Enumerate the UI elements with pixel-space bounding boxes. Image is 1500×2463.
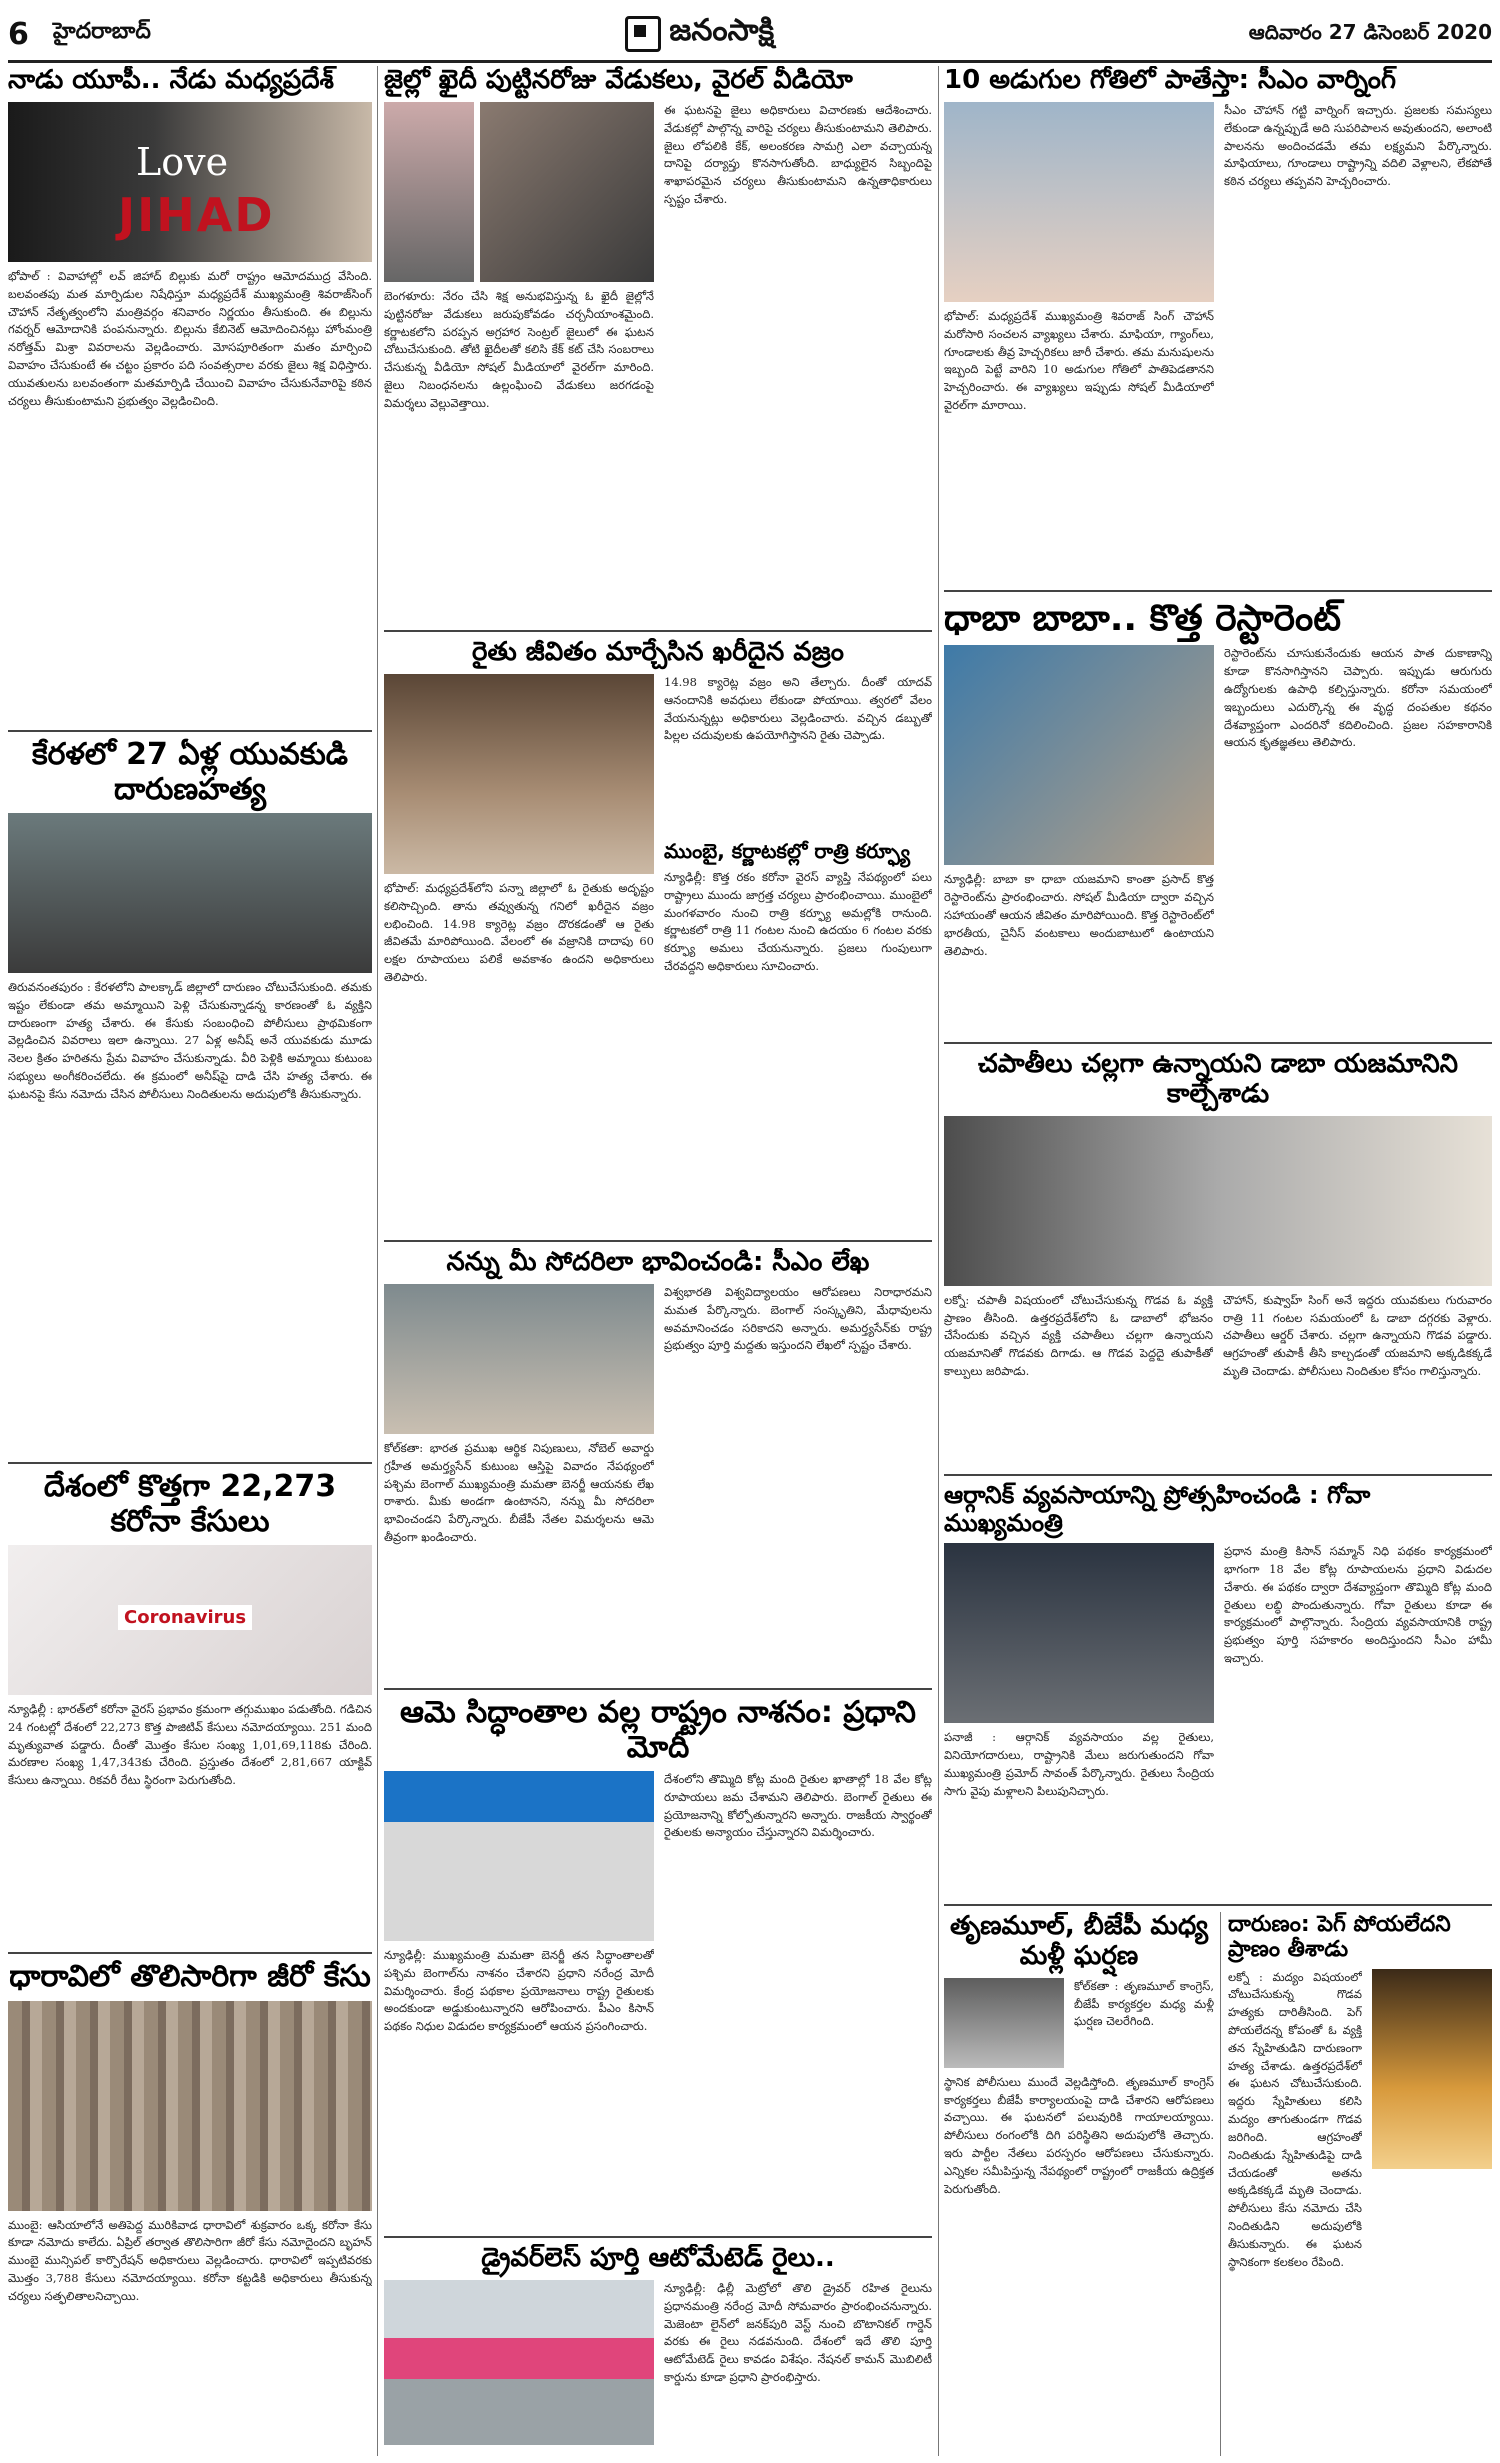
farmer-right-block — [664, 674, 932, 1210]
mamata-left-block — [384, 1284, 654, 1664]
divider — [384, 1688, 932, 1690]
modi-photo — [384, 1771, 654, 1941]
sub-headline: ముంబై, కర్ణాటకల్లో రాత్రి కర్ఫ్యూ — [664, 838, 911, 863]
mamata-photo — [384, 1284, 654, 1434]
masthead-left — [8, 17, 151, 52]
two-column-block — [384, 102, 932, 594]
dateline: ఆదివారం 27 డిసెంబర్ 2020 — [1248, 19, 1492, 44]
prisoner-photo — [384, 102, 474, 282]
story-mamata-letter — [384, 1248, 932, 1684]
headline: దేశంలో కొత్తగా 22,273 కరోనా కేసులు — [43, 1470, 337, 1539]
clash-photo — [944, 1978, 1064, 2068]
corona-test-photo — [8, 1545, 372, 1695]
divider — [384, 630, 932, 632]
jail-left-block — [384, 102, 654, 594]
article-body-continued: ప్రధాన మంత్రి కిసాన్ సమ్మాన్ నిధి పథకం కార్యక్రమంలో భాగంగా 18 వేల కోట్ల రూపాయలను ప్రధాని విడుదల చేశారు. ఈ పథకం ద్వారా దేశవ్యాప్తంగా తొమ్మిది కోట్ల మంది రైతులు లబ్ధి పొందుతున్నారు. గోవా రైతులు కూడా ఈ కార్యక్రమంలో పాల్గొన్నారు. సేంద్రియ వ్యవసాయానికి రాష్ట్ర ప్రభుత్వం పూర్తి సహకారం అందిస్తుందని సీఎం హామీ ఇచ్చారు. — [1224, 1544, 1492, 1666]
story-chapati — [944, 1050, 1492, 1470]
photo-text-love: Love — [136, 139, 229, 184]
photo-text-coronavirus: Coronavirus — [118, 1605, 252, 1630]
baba-couple-photo — [944, 645, 1214, 865]
headline: తృణమూల్, బీజేపీ మధ్య మళ్లీ ఘర్షణ — [950, 1912, 1208, 1971]
story-kerala — [8, 738, 372, 1458]
chouhan-photo — [944, 102, 1214, 302]
article-body-continued: స్థానిక పోలీసులు ముందే వెల్లడిస్తోంది. తృణమూల్ కాంగ్రెస్ కార్యకర్తలు బీజేపీ కార్యాలయంపై దాడి చేశారని ఆరోపణలు వచ్చాయి. ఈ ఘటనలో పలువురికి గాయాలయ్యాయి. పోలీసులు రంగంలోకి దిగి పరిస్థితిని అదుపులోకి తెచ్చారు. ఇరు పార్టీల నేతలు పరస్పరం ఆరోపణలు చేసుకున్నారు. ఎన్నికల సమీపిస్తున్న నేపథ్యంలో రాష్ట్రంలో రాజకీయ ఉద్రిక్తత పెరుగుతోంది. — [944, 2074, 1214, 2196]
story-jail-birthday — [384, 66, 932, 626]
story-love-jihad — [8, 66, 372, 726]
kerala-victim-photo — [8, 813, 372, 973]
headline: కేరళలో 27 ఏళ్ల యువకుడి దారుణహత్య — [32, 738, 348, 807]
article-body-continued: చౌహాన్, కుష్వాహ్ సింగ్ అనే ఇద్దరు యువకులు గురువారం రాత్రి 11 గంటల సమయంలో ఓ డాబా దగ్గరకు వెళ్లారు. చపాతీలు ఆర్డర్ చేశారు. చల్లగా ఉన్నాయని గొడవ పడ్డారు. ఆగ్రహంతో తుపాకీ తీసి కాల్చడంతో యజమాని అక్కడికక్కడే మృతి చెందాడు. పోలీసులు నిందితుల కోసం గాలిస్తున్నారు. — [1223, 1292, 1492, 1379]
metro-train-photo — [384, 2280, 654, 2445]
divider — [944, 590, 1492, 592]
column-divider — [377, 66, 378, 2456]
story-peg — [1228, 1912, 1492, 2456]
headline: ధాబా బాబా.. కొత్త రెస్టారెంట్ — [944, 598, 1342, 639]
article-body-continued: సీఎం చౌహాన్ గట్టి వార్నింగ్ ఇచ్చారు. ప్రజలకు సమస్యలు లేకుండా ఉన్నప్పుడే అది సుపరిపాలన అవుతుందని, అలాంటి పాలనను అందించడమే తమ లక్ష్యమని పేర్కొన్నారు. మాఫియాలు, గూండాలు రాష్ట్రాన్ని వదిలి వెళ్లాలని, లేకపోతే కఠిన చర్యలు తప్పవని హెచ్చరించారు. — [1224, 102, 1492, 189]
two-column-block — [944, 1543, 1492, 1889]
two-column-block — [944, 1292, 1492, 1442]
farmer-photo — [384, 674, 654, 874]
story-dhaba-baba — [944, 598, 1492, 1038]
article-body: భోపాల్: మధ్యప్రదేశ్‌లోని పన్నా జిల్లాలో ఓ రైతుకు అదృష్టం కలిసొచ్చింది. తాను తవ్వుతున్న గనిలో ఖరీదైన వజ్రం లభించింది. 14.98 క్యారెట్ల వజ్రం దొరకడంతో ఆ రైతు జీవితమే మారిపోయింది. వేలంలో ఈ వజ్రానికి దాదాపు 60 లక్షల రూపాయలు పలికే అవకాశం ఉందని అధికారులు తెలిపారు. — [384, 880, 654, 984]
column-divider — [1220, 1912, 1221, 2456]
headline: నాడు యూపీ.. నేడు మధ్యప్రదేశ్ — [8, 66, 334, 95]
story-corona — [8, 1470, 372, 1948]
divider — [8, 1462, 372, 1464]
masthead — [8, 8, 1492, 63]
story-cm-warning — [944, 66, 1492, 586]
two-column-block — [1228, 1969, 1492, 2409]
column-3 — [944, 66, 1492, 2456]
cm-left-block — [944, 102, 1214, 562]
article-body-continued: దేశంలోని తొమ్మిది కోట్ల మంది రైతుల ఖాతాల్లో 18 వేల కోట్ల రూపాయలు జమ చేశామని తెలిపారు. బెంగాల్ రైతులు ఈ ప్రయోజనాన్ని కోల్పోతున్నారని అన్నారు. రాజకీయ స్వార్థంతో రైతులకు అన్యాయం చేస్తున్నారని విమర్శించారు. — [664, 1772, 932, 1840]
dhaba-left-block — [944, 645, 1214, 1025]
headline: రైతు జీవితం మార్చేసిన ఖరీదైన వజ్రం — [472, 638, 844, 667]
divider — [384, 2236, 932, 2238]
divider — [8, 1952, 372, 1954]
goa-street-photo — [944, 1543, 1214, 1723]
article-body: న్యూఢిల్లీ: బాబా కా ధాబా యజమాని కాంతా ప్రసాద్ కొత్త రెస్టారెంట్‌ను ప్రారంభించారు. సోషల్ మీడియా ద్వారా వచ్చిన సహాయంతో ఆయన జీవితం మారిపోయింది. కొత్త రెస్టారెంట్‌లో భారతీయ, చైనీస్ వంటకాలు అందుబాటులో ఉంటాయని తెలిపారు. — [944, 872, 1214, 958]
article-body-continued: 14.98 క్యారెట్ల వజ్రం అని తేల్చారు. దీంతో యాదవ్ ఆనందానికి అవధులు లేకుండా పోయాయి. త్వరలో వేలం వేయనున్నట్లు అధికారులు వెల్లడించారు. వచ్చిన డబ్బుతో పిల్లల చదువులకు ఉపయోగిస్తానని రైతు చెప్పాడు. — [664, 674, 932, 743]
article-body: ముంబై: ఆసియాలోనే అతిపెద్ద మురికివాడ ధారావిలో శుక్రవారం ఒక్క కరోనా కేసు కూడా నమోదు కాలేదు. ఏప్రిల్ తర్వాత తొలిసారిగా జీరో కేసు నమోదైందని బృహన్ ముంబై మున్సిపల్ కార్పొరేషన్ అధికారులు వెల్లడించారు. ధారావిలో ఇప్పటివరకు మొత్తం 3,788 కేసులు నమోదయ్యాయి. కరోనా కట్టడికి అధికారులు తీసుకున్న చర్యలు సత్ఫలితాలనిచ్చాయి. — [8, 2217, 372, 2303]
headline: చపాతీలు చల్లగా ఉన్నాయని డాబా యజమానిని కాల్చేశాడు — [977, 1050, 1459, 1109]
article-body: పనాజీ : ఆర్గానిక్ వ్యవసాయం వల్ల రైతులు, వినియోగదారులు, రాష్ట్రానికి మేలు జరుగుతుందని గోవా ముఖ్యమంత్రి ప్రమోద్ సావంత్ పేర్కొన్నారు. రైతులు సేంద్రియ సాగు వైపు మళ్లాలని పిలుపునిచ్చారు. — [944, 1730, 1214, 1798]
article-body-continued: రెస్టారెంట్‌ను చూసుకునేందుకు ఆయన పాత దుకాణాన్ని కూడా కొనసాగిస్తానని చెప్పారు. ఇప్పుడు ఆరుగురు ఉద్యోగులకు ఉపాధి కల్పిస్తున్నారు. కరోనా సమయంలో ఇబ్బందులు ఎదుర్కొన్న ఈ వృద్ధ దంపతుల కథనం దేశవ్యాప్తంగా ఎందరినో కదిలించింది. ప్రజల సహకారానికి ఆయన కృతజ్ఞతలు తెలిపారు. — [1224, 646, 1492, 750]
article-body: న్యూఢిల్లీ : భారత్‌లో కరోనా వైరస్ ప్రభావం క్రమంగా తగ్గుముఖం పడుతోంది. గడిచిన 24 గంటల్లో దేశంలో 22,273 కొత్త పాజిటివ్ కేసులు నమోదయ్యాయి. 251 మంది మృత్యువాత పడ్డారు. దీంతో మొత్తం కేసుల సంఖ్య 1,01,69,118కు చేరింది. మరణాల సంఖ్య 1,47,343కు చేరింది. ప్రస్తుతం దేశంలో 2,81,667 యాక్టివ్ కేసులు ఉన్నాయి. రికవరీ రేటు స్థిరంగా పెరుగుతోంది. — [8, 1702, 372, 1788]
article-body: కోల్‌కతా : తృణమూల్ కాంగ్రెస్, బీజేపీ కార్యకర్తల మధ్య మళ్లీ ఘర్షణ చెలరేగింది. — [1074, 1978, 1214, 2029]
headline: ఆమె సిద్ధాంతాల వల్ల రాష్ట్రం నాశనం: ప్రధాని మోదీ — [400, 1696, 916, 1765]
article-body: భోపాల్: మధ్యప్రదేశ్ ముఖ్యమంత్రి శివరాజ్ సింగ్ చౌహాన్ మరోసారి సంచలన వ్యాఖ్యలు చేశారు. మాఫియా, గ్యాంగ్‌లు, గూండాలకు తీవ్ర హెచ్చరికలు జారీ చేశారు. తమ మనుషులను ఇబ్బంది పెట్టే వారిని 10 అడుగుల గోతిలో పాతిపెడతానని హెచ్చరించారు. ఈ వ్యాఖ్యలు ఇప్పుడు సోషల్ మీడియాలో వైరల్‌గా మారాయి. — [944, 308, 1214, 412]
two-column-block — [384, 2280, 932, 2445]
dharavi-slum-photo — [8, 2001, 372, 2211]
headline: నన్ను మీ సోదరిలా భావించండి: సీఎం లేఖ — [446, 1248, 870, 1277]
headline: 10 అడుగుల గోతిలో పాతేస్తా: సీఎం వార్నింగ్ — [944, 66, 1397, 95]
headline: ధారావిలో తొలిసారిగా జీరో కేసు — [9, 1960, 371, 1994]
article-body: భోపాల్ : వివాహాల్లో లవ్ జిహాద్ బిల్లుకు మరో రాష్ట్రం ఆమోదముద్ర వేసింది. బలవంతపు మత మార్పిడుల నిషేధిస్తూ మధ్యప్రదేశ్ ముఖ్యమంత్రి శివరాజ్‌సింగ్ చౌహాన్ నేతృత్వంలోని మంత్రివర్గం శనివారం నిర్ణయం తీసుకుంది. ఈ బిల్లును గవర్నర్ ఆమోదానికి పంపనున్నారు. బిల్లును కేబినెట్‌ ఆమోదించినట్లు హోంమంత్రి నరోత్తమ్ మిశ్రా వివరాలను వెల్లడించారు. మోసపూరితంగా మతం మార్పించి వివాహం చేసుకుంటే ఈ చట్టం ప్రకారం పది సంవత్సరాల వరకు జైలు శిక్ష విధిస్తారు. యువతులను బలవంతంగా మతమార్పిడి చేయించి వివాహం చేసుకునేవారిపై కఠిన చర్యలు తీసుకుంటామని ప్రభుత్వం వెల్లడించింది. — [8, 268, 372, 408]
whisky-glass-photo — [1372, 1969, 1492, 2169]
jail-photos — [384, 102, 654, 282]
modi-left-block — [384, 1771, 654, 2223]
paper-name: జనంసాక్షి — [669, 13, 775, 48]
article-body-continued: ఈ ఘటనపై జైలు అధికారులు విచారణకు ఆదేశించారు. వేడుకల్లో పాల్గొన్న వారిపై చర్యలు తీసుకుంటామని తెలిపారు. జైలు లోపలికి కేక్, అలంకరణ సామగ్రి ఎలా వచ్చాయన్న దానిపై దర్యాప్తు కొనసాగుతోంది. బాధ్యులైన సిబ్బందిపై శాఖాపరమైన చర్యలు తీసుకుంటామని ఉన్నతాధికారులు స్పష్టం చేశారు. — [664, 102, 932, 206]
city-name: హైదరాబాద్ — [52, 19, 151, 44]
divider — [944, 1042, 1492, 1044]
two-column-block — [384, 674, 932, 1210]
article-body: న్యూఢిల్లీ: ముఖ్యమంత్రి మమతా బెనర్జీ తన సిద్ధాంతాలతో పశ్చిమ బెంగాల్‌ను నాశనం చేశారని ప్రధాని నరేంద్ర మోదీ విమర్శించారు. కేంద్ర పథకాల ప్రయోజనాలు రాష్ట్ర రైతులకు అందకుండా అడ్డుకుంటున్నారని ఆరోపించారు. పీఎం కిసాన్ పథకం నిధుల విడుదల కార్యక్రమంలో ఆయన ప్రసంగించారు. — [384, 1948, 654, 2034]
headline: డ్రైవర్‌లెస్ పూర్తి ఆటోమేటెడ్ రైలు.. — [481, 2244, 835, 2273]
paper-logo-icon — [625, 16, 661, 52]
dhaba-owner-photo — [944, 1116, 1492, 1286]
curfew-body: న్యూఢిల్లీ: కొత్త రకం కరోనా వైరస్ వ్యాప్తి నేపథ్యంలో పలు రాష్ట్రాలు ముందు జాగ్రత్త చర్యలు ప్రారంభించాయి. ముంబైలో మంగళవారం నుంచి రాత్రి కర్ఫ్యూ అమల్లోకి రానుంది. కర్ణాటకలో రాత్రి 11 గంటల నుంచి ఉదయం 6 గంటల వరకు కర్ఫ్యూ అమలు చేయనున్నారు. ప్రజలు గుంపులుగా చేరవద్దని అధికారులు సూచించారు. — [664, 869, 932, 973]
article-body-continued: విశ్వభారతి విశ్వవిద్యాలయం ఆరోపణలు నిరాధారమని మమత పేర్కొన్నారు. బెంగాల్ సంస్కృతిని, మేధావులను అవమానించడం సరికాదని అన్నారు. అమర్త్యసేన్‌కు రాష్ట్ర ప్రభుత్వం పూర్తి మద్దతు ఇస్తుందని లేఖలో స్పష్టం చేశారు. — [664, 1284, 932, 1353]
article-body: లక్నో : మద్యం విషయంలో చోటుచేసుకున్న గొడవ హత్యకు దారితీసింది. పెగ్ పోయలేదన్న కోపంతో ఓ వ్యక్తి తన స్నేహితుడిని దారుణంగా హత్య చేశాడు. ఉత్తరప్రదేశ్‌లో ఈ ఘటన చోటుచేసుకుంది. ఇద్దరు స్నేహితులు కలిసి మద్యం తాగుతుండగా గొడవ జరిగింది. ఆగ్రహంతో నిందితుడు స్నేహితుడిపై దాడి చేయడంతో అతను అక్కడికక్కడే మృతి చెందాడు. పోలీసులు కేసు నమోదు చేసి నిందితుడిని అదుపులోకి తీసుకున్నారు. ఈ ఘటన స్థానికంగా కలకలం రేపింది. — [1228, 1969, 1362, 2269]
jail-party-photo — [480, 102, 654, 282]
divider — [8, 730, 372, 732]
article-body: బెంగళూరు: నేరం చేసి శిక్ష అనుభవిస్తున్న ఓ ఖైదీ జైల్లోనే పుట్టినరోజు వేడుకలు జరుపుకోవడం చర్చనీయాంశమైంది. కర్ణాటకలోని పరప్పన అగ్రహార సెంట్రల్ జైలులో ఈ ఘటన చోటుచేసుకుంది. తోటి ఖైదీలతో కలిసి కేక్ కట్ చేసి సంబరాలు చేసుకున్న వీడియో సోషల్ మీడియాలో వైరల్‌గా మారింది. జైలు నిబంధనలను ఉల్లంఘించి వేడుకలు జరగడంపై విమర్శలు వెల్లువెత్తాయి. — [384, 288, 654, 410]
article-body: న్యూఢిల్లీ: ఢిల్లీ మెట్రోలో తొలి డ్రైవర్ రహిత రైలును ప్రధానమంత్రి నరేంద్ర మోదీ సోమవారం ప్రారంభించనున్నారు. మెజెంటా లైన్‌లో జనక్‌పురి వెస్ట్ నుంచి బొటానికల్ గార్డెన్ వరకు ఈ రైలు నడవనుంది. దేశంలో ఇదే తొలి పూర్తి ఆటోమేటెడ్ రైలు కావడం విశేషం. నేషనల్ కామన్ మొబిలిటీ కార్డును కూడా ప్రధాని ప్రారంభిస్తారు. — [664, 2280, 932, 2384]
two-column-block — [944, 1978, 1214, 2068]
organic-left-block — [944, 1543, 1214, 1889]
story-tmc-bjp — [944, 1912, 1214, 2456]
divider — [944, 1904, 1492, 1906]
story-modi — [384, 1696, 932, 2232]
photo-text-jihad: JIHAD — [118, 187, 275, 242]
two-column-block — [944, 645, 1492, 1025]
page-number: 6 — [8, 16, 29, 52]
two-column-block — [384, 1284, 932, 1664]
headline: దారుణం: పెగ్ పోయలేదని ప్రాణం తీశాడు — [1228, 1912, 1451, 1963]
paper-logo — [625, 13, 774, 55]
story-metro — [384, 2244, 932, 2456]
love-jihad-photo — [8, 102, 372, 262]
story-organic — [944, 1482, 1492, 1900]
article-body: తిరువనంతపురం : కేరళలోని పాలక్కాడ్ జిల్లాలో దారుణం చోటుచేసుకుంది. తమకు ఇష్టం లేకుండా తమ అమ్మాయిని పెళ్లి చేసుకున్నాడన్న కారణంతో ఓ వ్యక్తిని దారుణంగా హత్య చేశారు. ఈ కేసుకు సంబంధించి పోలీసులు ప్రాథమికంగా వెల్లడించిన వివరాలు ఇలా ఉన్నాయి. 27 ఏళ్ల అనీష్ అనే యువకుడు మూడు నెలల క్రితం హరితను ప్రేమ వివాహం చేసుకున్నాడు. వీరి పెళ్లికి అమ్మాయి కుటుంబ సభ్యులు అంగీకరించలేదు. ఈ క్రమంలో అనీష్‌పై దాడి చేసి హత్య చేశారు. ఈ ఘటనపై కేసు నమోదు చేసిన పోలీసులు నిందితులను అదుపులోకి తీసుకున్నారు. — [8, 980, 372, 1101]
story-dharavi — [8, 1960, 372, 2456]
headline: ఆర్గానిక్ వ్యవసాయాన్ని ప్రోత్సహించండి : గోవా ముఖ్యమంత్రి — [944, 1482, 1371, 1537]
farmer-left-block — [384, 674, 654, 1210]
article-body: కోల్‌కతా: భారత ప్రముఖ ఆర్థిక నిపుణులు, నోబెల్ అవార్డు గ్రహీత అమర్త్యసేన్ కుటుంబ ఆస్తిపై వివాదం నేపథ్యంలో పశ్చిమ బెంగాల్ ముఖ్యమంత్రి మమతా బెనర్జీ ఆయనకు లేఖ రాశారు. మీకు అండగా ఉంటానని, నన్ను మీ సోదరిలా భావించండని పేర్కొన్నారు. బీజేపీ నేతల విమర్శలను ఆమె తీవ్రంగా ఖండించారు. — [384, 1440, 654, 1544]
column-divider — [938, 66, 939, 2456]
divider — [944, 1474, 1492, 1476]
two-column-block — [384, 1771, 932, 2223]
article-body: లక్నో: చపాతీ విషయంలో చోటుచేసుకున్న గొడవ ఓ వ్యక్తి ప్రాణం తీసింది. ఉత్తరప్రదేశ్‌లోని ఓ డాబాలో భోజనం చేసేందుకు వచ్చిన వ్యక్తి చపాతీలు చల్లగా ఉన్నాయని యజమానితో గొడవకు దిగాడు. ఆ గొడవ పెద్దదై తుపాకీతో కాల్పులు జరిపాడు. — [944, 1292, 1213, 1379]
headline: జైల్లో ఖైదీ పుట్టినరోజు వేడుకలు, వైరల్ వీడియో — [384, 66, 853, 95]
two-column-block — [944, 102, 1492, 562]
column-1 — [8, 66, 372, 2456]
column-2 — [384, 66, 932, 2456]
divider — [384, 1240, 932, 1242]
story-farmer-diamond — [384, 638, 932, 1236]
